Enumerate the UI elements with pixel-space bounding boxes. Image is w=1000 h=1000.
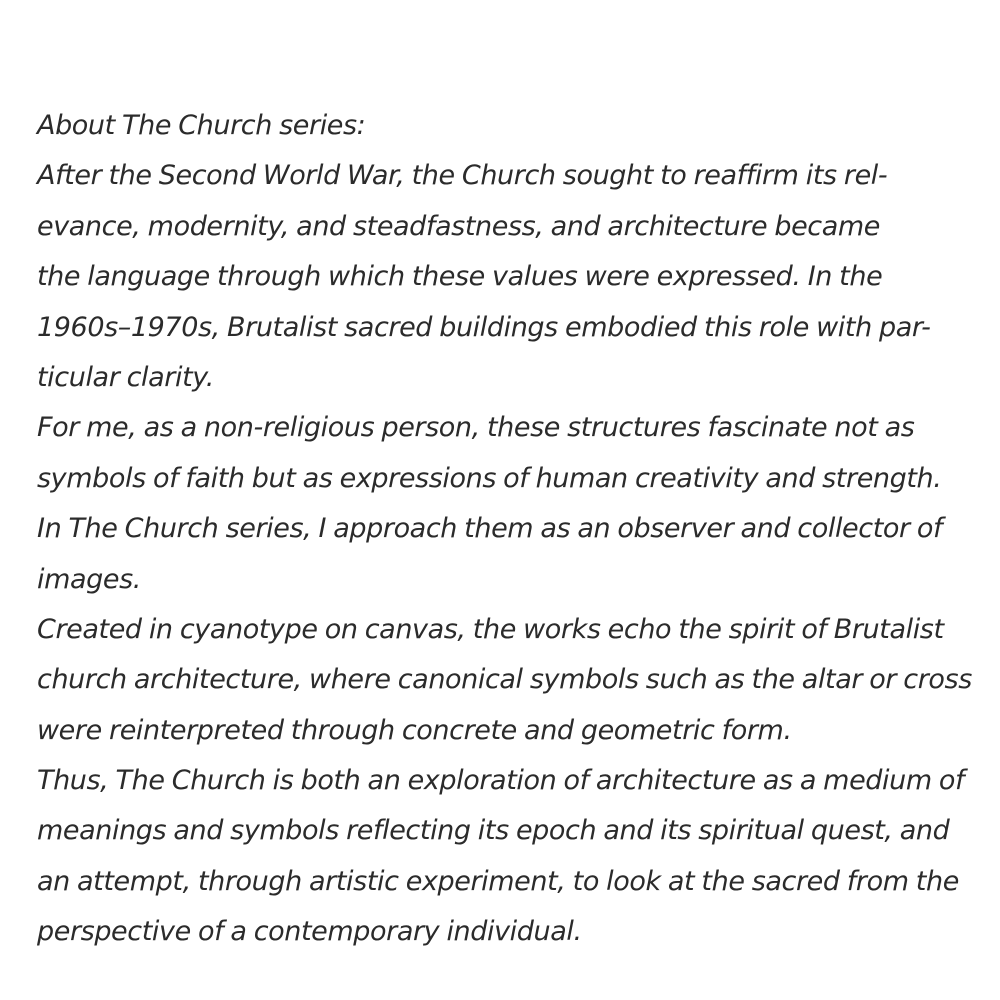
paragraph-line: an attempt, through artistic experiment, to look at the sacred from the [37, 865, 959, 897]
paragraph-line: In The Church series, I approach them as an observer and collector of [37, 513, 943, 545]
paragraph-line: perspective of a contemporary individual. [37, 916, 582, 948]
paragraph-line: symbols of faith but as expressions of human creativity and strength. [37, 462, 942, 494]
paragraph-line: evance, modernity, and steadfastness, and architecture became [37, 210, 881, 242]
paragraph-line: Thus, The Church is both an exploration of architecture as a medium of [37, 765, 965, 797]
paragraph-line: Created in cyanotype on canvas, the works echo the spirit of Brutalist [37, 613, 944, 645]
paragraph-line: the language through which these values were expressed. In the [37, 261, 883, 293]
about-text-block [37, 101, 977, 958]
paragraph-line: church architecture, where canonical symbols such as the altar or cross [37, 664, 972, 696]
paragraph-line: For me, as a non-religious person, these structures fascinate not as [37, 412, 915, 444]
paragraph-line: images. [37, 563, 141, 595]
about-heading: About The Church series: [37, 110, 366, 141]
paragraph-line: After the Second World War, the Church sought to reaffirm its rel- [37, 160, 888, 192]
paragraph-line: ticular clarity. [37, 361, 214, 393]
paragraph-line: 1960s–1970s, Brutalist sacred buildings embodied this role with par- [37, 311, 931, 343]
paragraph-line: were reinterpreted through concrete and geometric form. [37, 714, 792, 746]
paragraph-line: meanings and symbols reflecting its epoch and its spiritual quest, and [37, 815, 950, 847]
